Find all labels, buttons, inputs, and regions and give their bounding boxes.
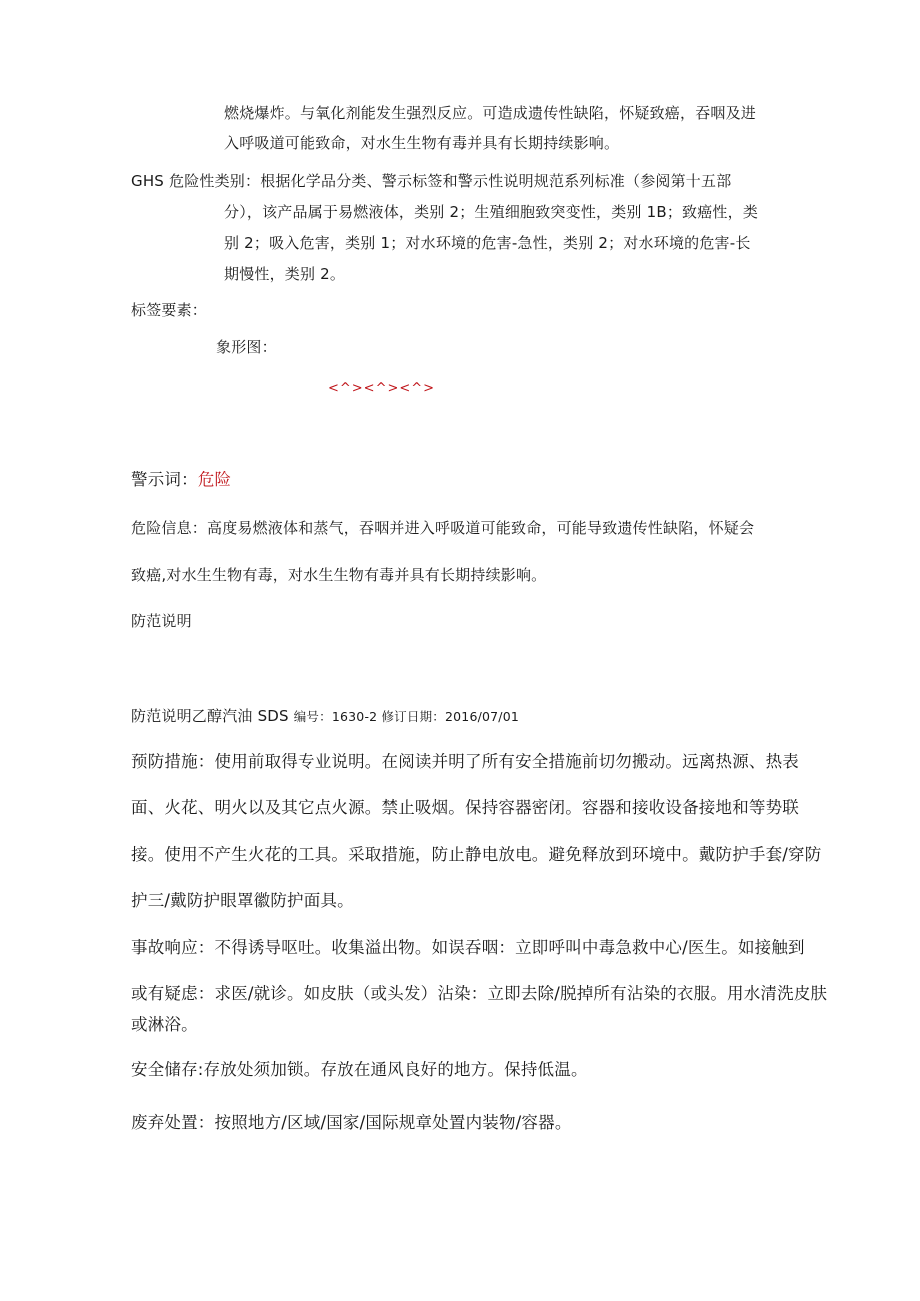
disposal-line-1: 废弃处置：按照地方/区域/国家/国际规章处置内装物/容器。 <box>131 1113 572 1132</box>
doc-header <box>131 706 519 727</box>
hazard-overview-line-1: 燃烧爆炸。与氧化剂能发生强烈反应。可造成遗传性缺陷，怀疑致癌，吞咽及进 <box>224 104 757 122</box>
signal-word-label: 警示词： <box>131 470 198 489</box>
pictogram-label: 象形图： <box>216 338 277 356</box>
response-line-3: 或淋浴。 <box>131 1015 198 1034</box>
signal-word-value: 危险 <box>197 470 232 489</box>
ghs-class-line-1: GHS 危险性类别：根据化学品分类、警示标签和警示性说明规范系列标准（参阅第十五部 <box>131 172 732 190</box>
ghs-class-line-4: 期慢性，类别 2。 <box>224 265 346 283</box>
hazard-info-line-2: 致癌,对水生生物有毒，对水生生物有毒并具有长期持续影响。 <box>131 566 547 584</box>
storage-line-1: 安全储存:存放处须加锁。存放在通风良好的地方。保持低温。 <box>131 1060 588 1079</box>
signal-word <box>131 470 231 490</box>
doc-header-title: 防范说明乙醇汽油 SDS <box>131 707 294 725</box>
label-elements-heading: 标签要素： <box>131 301 208 319</box>
ghs-class-line-2: 分），该产品属于易燃液体，类别 2；生殖细胞致突变性，类别 1B；致癌性，类 <box>224 203 759 221</box>
pictogram-placeholder: <^><^><^> <box>328 381 436 396</box>
prevention-line-4: 护三/戴防护眼罩徽防护面具。 <box>131 891 354 910</box>
doc-header-meta: 编号：1630-2 修订日期：2016/07/01 <box>293 709 520 724</box>
hazard-overview-line-2: 入呼吸道可能致命，对水生生物有毒并具有长期持续影响。 <box>224 134 620 152</box>
response-line-2: 或有疑虑：求医/就诊。如皮肤（或头发）沾染：立即去除/脱掉所有沾染的衣服。用水清洗皮肤 <box>131 984 828 1003</box>
prevention-line-3: 接。使用不产生火花的工具。采取措施，防止静电放电。避免释放到环境中。戴防护手套/穿防 <box>131 845 822 864</box>
precaution-heading: 防范说明 <box>131 612 192 630</box>
response-line-1: 事故响应：不得诱导呕吐。收集溢出物。如误吞咽：立即呼叫中毒急救中心/医生。如接触到 <box>131 938 805 957</box>
hazard-info-line-1: 危险信息：高度易燃液体和蒸气，吞咽并进入呼吸道可能致命，可能导致遗传性缺陷，怀疑会 <box>131 519 755 537</box>
ghs-class-line-3: 别 2；吸入危害，类别 1；对水环境的危害-急性，类别 2；对水环境的危害-长 <box>224 234 751 252</box>
prevention-line-2: 面、火花、明火以及其它点火源。禁止吸烟。保持容器密闭。容器和接收设备接地和等势联 <box>131 798 799 817</box>
prevention-line-1: 预防措施：使用前取得专业说明。在阅读并明了所有安全措施前切勿搬动。远离热源、热表 <box>131 752 799 771</box>
